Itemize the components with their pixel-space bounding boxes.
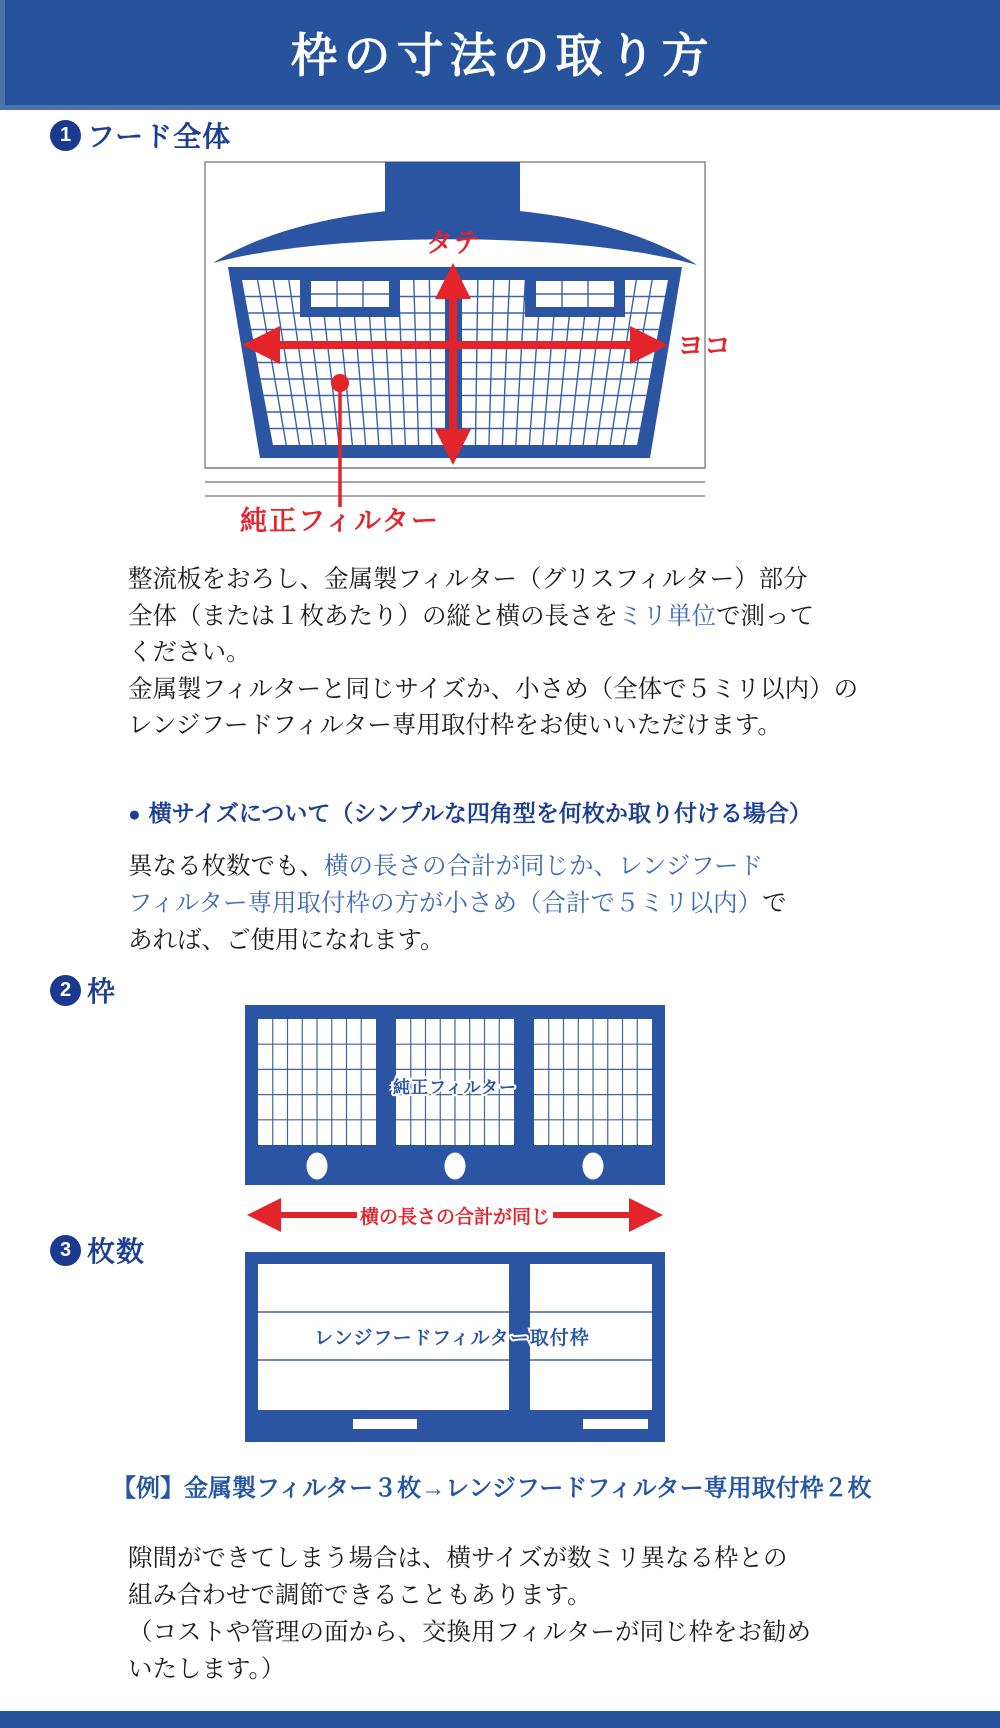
frame-screw-hole — [583, 1153, 604, 1180]
section-heading-label: フード全体 — [87, 121, 232, 152]
text-line — [128, 1540, 811, 1577]
text-segment: レンジフードフィルター専用取付枠をお使いいただけます。 — [128, 712, 782, 739]
section-heading-label: 枚数 — [87, 1236, 146, 1267]
text-segment: で測って — [716, 602, 814, 630]
frame-screw-hole — [307, 1153, 328, 1180]
frame-screw-hole — [445, 1153, 466, 1180]
text-line — [128, 599, 858, 636]
section-heading-frame — [50, 970, 116, 1010]
measure-instructions-paragraph — [128, 562, 858, 745]
note-heading — [128, 795, 812, 828]
text-segment: あれば、ご使用になれます。 — [128, 927, 445, 954]
mount-tab — [583, 1419, 648, 1429]
page-footer — [0, 1711, 1000, 1728]
filter-handle-slot — [525, 267, 625, 317]
section-number-badge: 2 — [50, 975, 81, 1006]
text-segment: 横の長さの合計が同じか、レンジフード — [324, 853, 764, 880]
text-segment: ミリ単位 — [618, 602, 716, 630]
frame-diagram — [245, 1005, 665, 1240]
text-line — [128, 1577, 811, 1614]
section-heading-label: 枠 — [87, 976, 117, 1007]
text-segment: ください。 — [128, 639, 251, 666]
width-sum-label: 横の長さの合計が同じ — [359, 1207, 551, 1228]
vertical-label: タテ — [426, 228, 480, 258]
page-header — [0, 0, 1000, 110]
mounting-frame-diagram — [245, 1252, 665, 1442]
section-heading-hood — [50, 115, 231, 155]
text-line — [128, 1614, 811, 1651]
text-line — [128, 922, 787, 959]
section-heading-count — [50, 1230, 145, 1270]
text-line — [128, 635, 858, 672]
text-segment: フィルター専用取付枠の方が小さめ（合計で５ミリ以内） — [128, 890, 763, 917]
filter-callout-label: 純正フィルター — [240, 506, 440, 536]
mount-frame-label: レンジフードフィルター取付枠 — [314, 1328, 590, 1349]
text-line — [128, 672, 858, 709]
section-number-badge: 1 — [50, 120, 81, 151]
text-segment: 異なる枚数でも、 — [128, 853, 324, 880]
example-caption: 【例】金属製フィルター３枚→レンジフードフィルター専用取付枠２枚 — [112, 1475, 872, 1502]
text-segment: 金属製フィルターと同じサイズか、小さめ（全体で５ミリ以内）の — [128, 675, 859, 703]
text-line — [128, 848, 787, 885]
text-line — [128, 562, 858, 599]
horizontal-label: ヨコ — [677, 331, 731, 361]
text-segment: 組み合わせで調節できることもあります。 — [128, 1582, 592, 1609]
text-segment: （コストや管理の面から、交換用フィルターが同じ枠をお勧め — [128, 1619, 812, 1646]
section-number-badge: 3 — [50, 1235, 81, 1266]
gap-note-paragraph — [128, 1540, 811, 1688]
text-segment: いたします。） — [128, 1656, 286, 1683]
text-segment: で — [762, 890, 787, 917]
page-title: 枠の寸法の取り方 — [290, 29, 715, 82]
text-line — [128, 885, 787, 922]
text-segment: 全体（または１枚あたり）の縦と横の長さを — [128, 602, 618, 630]
hood-diagram — [180, 155, 740, 555]
text-segment: 整流板をおろし、金属製フィルター（グリスフィルター）部分 — [128, 566, 808, 593]
width-note-paragraph — [128, 848, 787, 959]
text-line — [128, 708, 858, 745]
text-segment: 隙間ができてしまう場合は、横サイズが数ミリ異なる枠との — [128, 1545, 788, 1572]
frame-filter-label: 純正フィルター — [393, 1078, 517, 1097]
note-heading-text: 横サイズについて（シンプルな四角型を何枚か取り付ける場合） — [148, 800, 812, 826]
bullet-icon: ● — [128, 803, 141, 826]
mount-tab — [353, 1419, 417, 1429]
text-line — [128, 1651, 811, 1688]
filter-handle-slot — [300, 267, 400, 317]
